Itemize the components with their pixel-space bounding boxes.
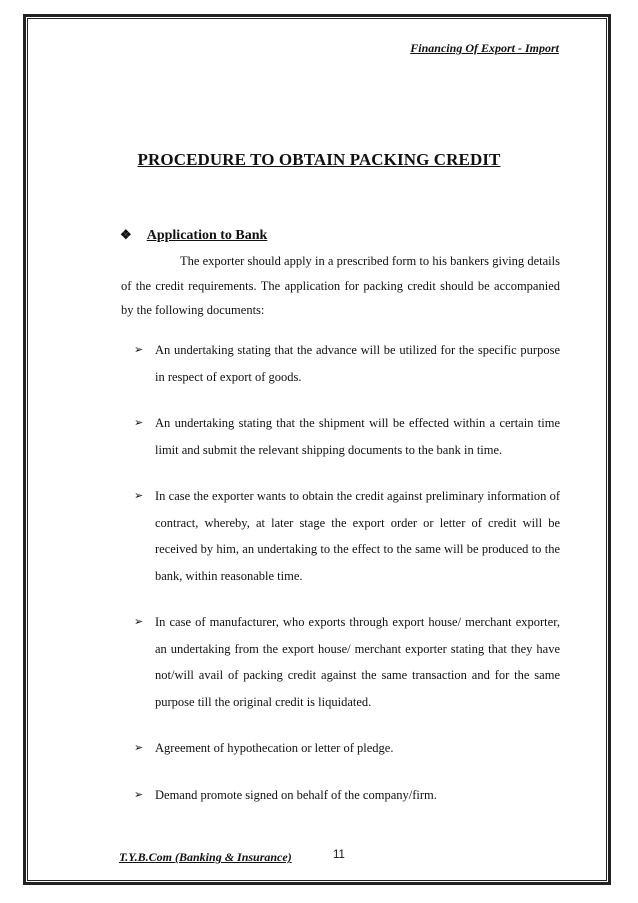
intro-paragraph: The exporter should apply in a prescribed form to his bankers giving details of the credit requirements. The application for packing credit should be accompanied by the following documents:	[121, 254, 560, 317]
section-heading-label: Application to Bank	[146, 228, 268, 243]
arrow-bullet-icon: ➢	[134, 615, 144, 628]
footer-course: T.Y.B.Com (Banking & Insurance)	[119, 850, 292, 864]
list-item	[121, 782, 560, 809]
arrow-bullet-icon: ➢	[134, 416, 144, 429]
page-title: PROCEDURE TO OBTAIN PACKING CREDIT	[137, 150, 501, 169]
section-heading	[120, 227, 267, 244]
running-header: Financing Of Export - Import	[410, 41, 559, 55]
list-item-text: An undertaking stating that the shipment will be effected within a certain time limit and submit the relevant shipping documents to the bank in time.	[155, 416, 560, 457]
arrow-bullet-icon: ➢	[134, 741, 144, 754]
list-item	[121, 735, 560, 762]
list-item	[121, 410, 560, 463]
list-item-text: In case the exporter wants to obtain the credit against preliminary information of contract, whereby, at later stage the export order or letter of credit will be received by him, an undertaking to the effect to the same will be produced to the bank, within reasonable time.	[155, 489, 560, 583]
list-item-text: Agreement of hypothecation or letter of pledge.	[155, 741, 394, 755]
list-item-text: Demand promote signed on behalf of the company/firm.	[155, 787, 437, 802]
list-item	[121, 337, 560, 390]
list-item-text: In case of manufacturer, who exports through export house/ merchant exporter, an undertaking from the export house/ merchant exporter stating that they have not/will avail of packing credit against the same transaction and for the same purpose till the original credit is liquidated.	[155, 615, 560, 709]
arrow-bullet-icon: ➢	[134, 787, 144, 801]
list-item	[121, 609, 560, 715]
arrow-bullet-icon: ➢	[134, 489, 144, 502]
arrow-bullet-icon: ➢	[134, 343, 144, 356]
list-item	[121, 483, 560, 589]
page-number: 11	[333, 849, 345, 861]
list-item-text: An undertaking stating that the advance will be utilized for the specific purpose in respect of export of goods.	[155, 343, 560, 384]
document-list	[121, 337, 560, 828]
diamond-bullet-icon: ❖	[120, 227, 132, 242]
